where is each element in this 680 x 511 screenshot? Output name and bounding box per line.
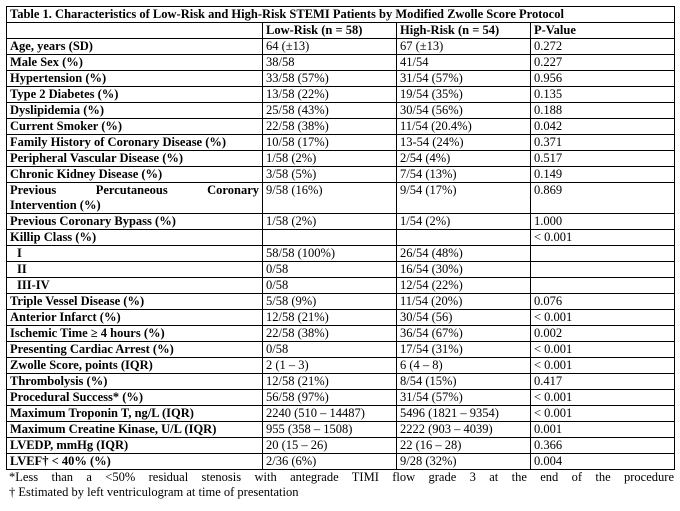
low-risk-value: 64 (±13) (263, 39, 397, 55)
low-risk-value: 56/58 (97%) (263, 390, 397, 406)
row-label: Thrombolysis (%) (7, 374, 263, 390)
high-risk-value: 67 (±13) (397, 39, 531, 55)
p-value: 0.366 (531, 438, 675, 454)
footnote-procedural-success: *Less than a <50% residual stenosis with antegrade TIMI flow grade 3 at the end of the procedure (9, 470, 674, 484)
table-row (7, 103, 675, 119)
high-risk-value: 17/54 (31%) (397, 342, 531, 358)
table-title: Table 1. Characteristics of Low-Risk and High-Risk STEMI Patients by Modified Zwolle Score Protocol (7, 7, 675, 23)
low-risk-value: 13/58 (22%) (263, 87, 397, 103)
table-row (7, 406, 675, 422)
high-risk-value: 9/28 (32%) (397, 454, 531, 470)
low-risk-value: 20 (15 – 26) (263, 438, 397, 454)
row-label: Ischemic Time ≥ 4 hours (%) (7, 326, 263, 342)
row-label (7, 183, 263, 214)
low-risk-value: 10/58 (17%) (263, 135, 397, 151)
table-row (7, 374, 675, 390)
high-risk-value: 36/54 (67%) (397, 326, 531, 342)
p-value: 0.135 (531, 87, 675, 103)
row-label: Chronic Kidney Disease (%) (7, 167, 263, 183)
low-risk-value: 22/58 (38%) (263, 326, 397, 342)
row-label: I (7, 246, 263, 262)
high-risk-value: 26/54 (48%) (397, 246, 531, 262)
low-risk-value: 0/58 (263, 278, 397, 294)
low-risk-value: 25/58 (43%) (263, 103, 397, 119)
p-value: 0.188 (531, 103, 675, 119)
row-label: Peripheral Vascular Disease (%) (7, 151, 263, 167)
row-label: Dyslipidemia (%) (7, 103, 263, 119)
row-label: Anterior Infarct (%) (7, 310, 263, 326)
low-risk-value: 0/58 (263, 342, 397, 358)
row-label: Maximum Creatine Kinase, U/L (IQR) (7, 422, 263, 438)
table-row (7, 390, 675, 406)
table-row (7, 454, 675, 470)
low-risk-value: 33/58 (57%) (263, 71, 397, 87)
row-label: Family History of Coronary Disease (%) (7, 135, 263, 151)
row-label: Zwolle Score, points (IQR) (7, 358, 263, 374)
table-row (7, 438, 675, 454)
row-label: Presenting Cardiac Arrest (%) (7, 342, 263, 358)
p-value: 0.517 (531, 151, 675, 167)
table-row (7, 151, 675, 167)
low-risk-value: 2/36 (6%) (263, 454, 397, 470)
p-value: 0.371 (531, 135, 675, 151)
high-risk-value: 19/54 (35%) (397, 87, 531, 103)
row-label-line1: Previous Percutaneous Coronary (10, 183, 259, 197)
low-risk-value: 38/58 (263, 55, 397, 71)
p-value: 0.956 (531, 71, 675, 87)
row-label: Current Smoker (%) (7, 119, 263, 135)
table-container (6, 6, 674, 500)
low-risk-value: 58/58 (100%) (263, 246, 397, 262)
table-row (7, 326, 675, 342)
p-value: 0.149 (531, 167, 675, 183)
p-value: < 0.001 (531, 390, 675, 406)
table-header-row (7, 23, 675, 39)
header-high-risk: High-Risk (n = 54) (397, 23, 531, 39)
row-label: Age, years (SD) (7, 39, 263, 55)
table-row (7, 342, 675, 358)
row-label: Previous Coronary Bypass (%) (7, 214, 263, 230)
header-label (7, 23, 263, 39)
row-label: LVEDP, mmHg (IQR) (7, 438, 263, 454)
p-value: 0.004 (531, 454, 675, 470)
table-row (7, 230, 675, 246)
p-value (531, 246, 675, 262)
p-value: 0.869 (531, 183, 675, 214)
table-row (7, 262, 675, 278)
high-risk-value: 12/54 (22%) (397, 278, 531, 294)
p-value: 1.000 (531, 214, 675, 230)
low-risk-value: 2 (1 – 3) (263, 358, 397, 374)
table-row (7, 135, 675, 151)
low-risk-value: 5/58 (9%) (263, 294, 397, 310)
high-risk-value: 8/54 (15%) (397, 374, 531, 390)
table-row (7, 55, 675, 71)
p-value: < 0.001 (531, 230, 675, 246)
high-risk-value: 31/54 (57%) (397, 390, 531, 406)
row-label: Maximum Troponin T, ng/L (IQR) (7, 406, 263, 422)
low-risk-value: 0/58 (263, 262, 397, 278)
high-risk-value: 16/54 (30%) (397, 262, 531, 278)
low-risk-value: 9/58 (16%) (263, 183, 397, 214)
low-risk-value (263, 230, 397, 246)
high-risk-value: 41/54 (397, 55, 531, 71)
p-value: < 0.001 (531, 310, 675, 326)
p-value: 0.002 (531, 326, 675, 342)
header-p-value: P-Value (531, 23, 675, 39)
p-value: 0.227 (531, 55, 675, 71)
p-value: 0.272 (531, 39, 675, 55)
table-row (7, 214, 675, 230)
footnote-lvef: † Estimated by left ventriculogram at time of presentation (9, 485, 299, 499)
table-row (7, 294, 675, 310)
p-value: < 0.001 (531, 406, 675, 422)
p-value (531, 262, 675, 278)
table-row (7, 119, 675, 135)
p-value: 0.417 (531, 374, 675, 390)
high-risk-value: 5496 (1821 – 9354) (397, 406, 531, 422)
high-risk-value: 2/54 (4%) (397, 151, 531, 167)
high-risk-value: 2222 (903 – 4039) (397, 422, 531, 438)
high-risk-value: 11/54 (20%) (397, 294, 531, 310)
row-label: Hypertension (%) (7, 71, 263, 87)
row-label-line2: Intervention (%) (10, 198, 101, 212)
table-row (7, 310, 675, 326)
table-row (7, 39, 675, 55)
p-value: 0.042 (531, 119, 675, 135)
table-row (7, 167, 675, 183)
row-label: III-IV (7, 278, 263, 294)
table-row (7, 71, 675, 87)
footnotes (6, 470, 674, 500)
high-risk-value: 6 (4 – 8) (397, 358, 531, 374)
row-label: Procedural Success* (%) (7, 390, 263, 406)
table-row (7, 246, 675, 262)
table-title-row (7, 7, 675, 23)
high-risk-value: 11/54 (20.4%) (397, 119, 531, 135)
table-row (7, 183, 675, 214)
row-label: Type 2 Diabetes (%) (7, 87, 263, 103)
row-label: Male Sex (%) (7, 55, 263, 71)
high-risk-value (397, 230, 531, 246)
row-label: Triple Vessel Disease (%) (7, 294, 263, 310)
characteristics-table (6, 6, 675, 470)
p-value: < 0.001 (531, 358, 675, 374)
header-low-risk: Low-Risk (n = 58) (263, 23, 397, 39)
p-value: 0.076 (531, 294, 675, 310)
table-row (7, 358, 675, 374)
p-value: 0.001 (531, 422, 675, 438)
table-row (7, 422, 675, 438)
high-risk-value: 31/54 (57%) (397, 71, 531, 87)
high-risk-value: 9/54 (17%) (397, 183, 531, 214)
high-risk-value: 30/54 (56) (397, 310, 531, 326)
row-label: II (7, 262, 263, 278)
high-risk-value: 30/54 (56%) (397, 103, 531, 119)
low-risk-value: 1/58 (2%) (263, 214, 397, 230)
low-risk-value: 12/58 (21%) (263, 310, 397, 326)
low-risk-value: 22/58 (38%) (263, 119, 397, 135)
low-risk-value: 12/58 (21%) (263, 374, 397, 390)
row-label: Killip Class (%) (7, 230, 263, 246)
high-risk-value: 1/54 (2%) (397, 214, 531, 230)
table-row (7, 278, 675, 294)
high-risk-value: 7/54 (13%) (397, 167, 531, 183)
low-risk-value: 955 (358 – 1508) (263, 422, 397, 438)
p-value (531, 278, 675, 294)
row-label: LVEF† < 40% (%) (7, 454, 263, 470)
low-risk-value: 2240 (510 – 14487) (263, 406, 397, 422)
p-value: < 0.001 (531, 342, 675, 358)
low-risk-value: 3/58 (5%) (263, 167, 397, 183)
table-row (7, 87, 675, 103)
low-risk-value: 1/58 (2%) (263, 151, 397, 167)
high-risk-value: 22 (16 – 28) (397, 438, 531, 454)
high-risk-value: 13-54 (24%) (397, 135, 531, 151)
